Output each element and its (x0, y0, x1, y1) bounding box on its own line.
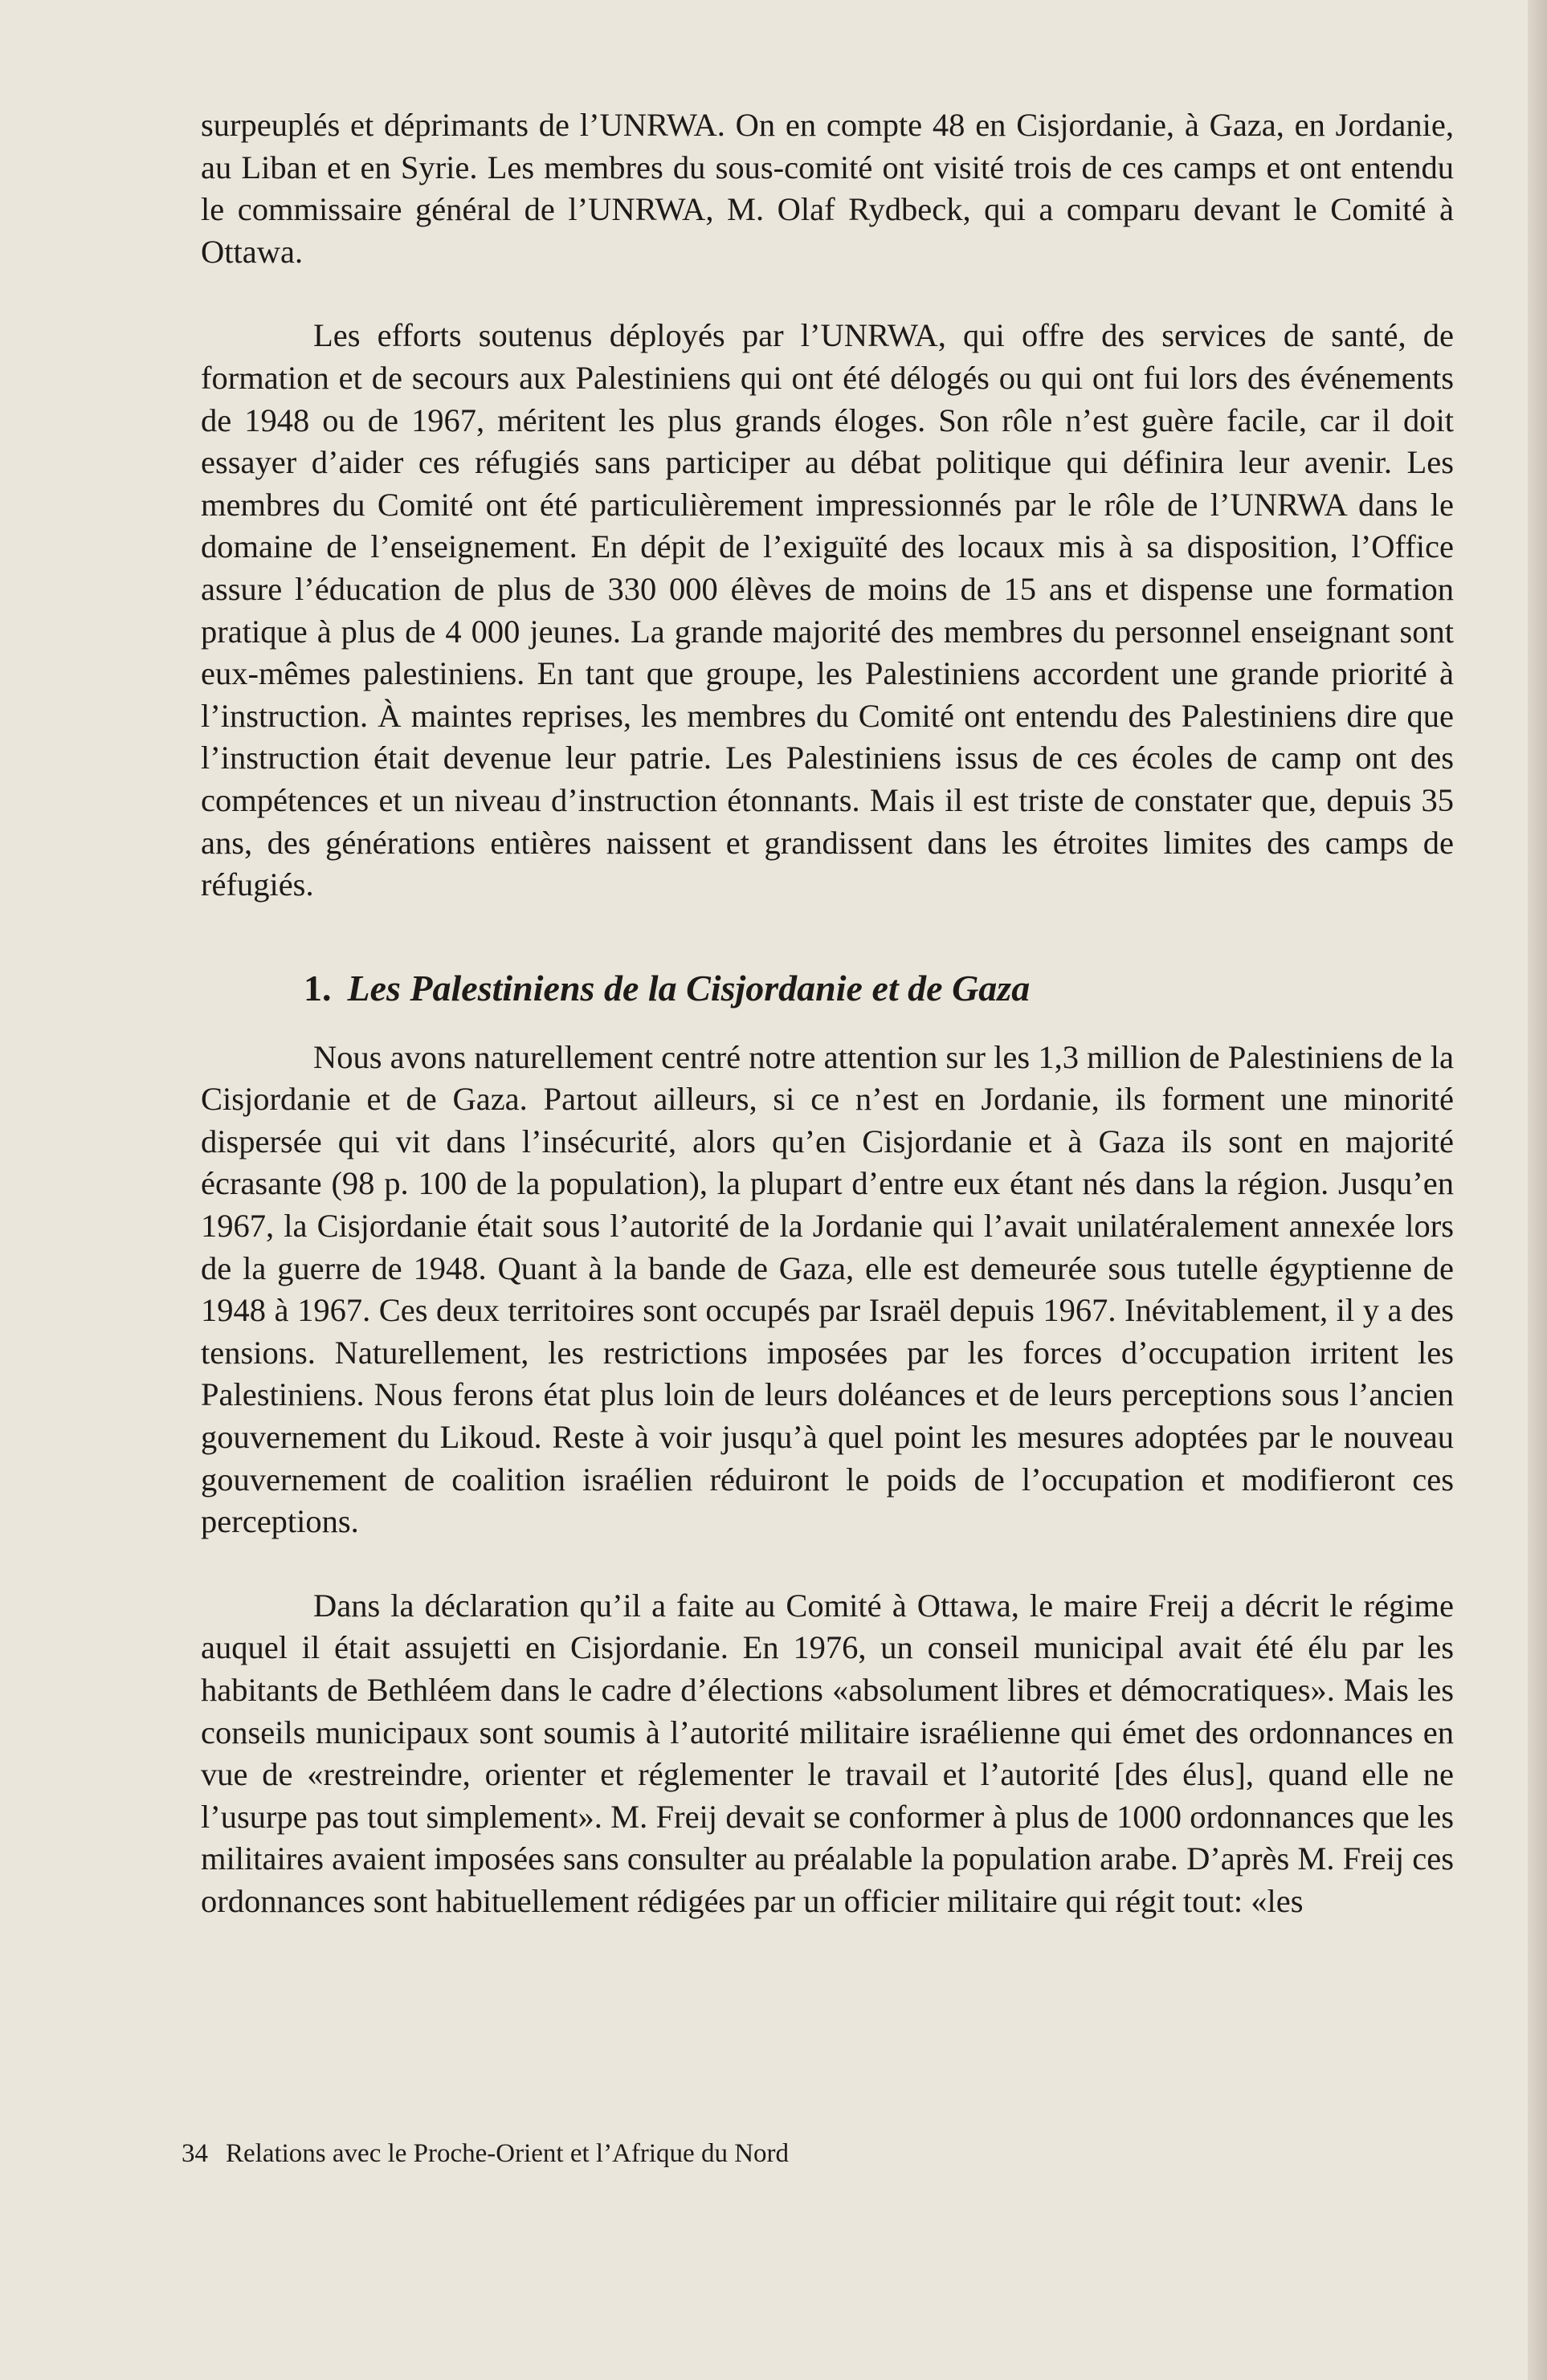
section-number: 1. (304, 967, 332, 1009)
paragraph-continued: surpeuplés et déprimants de l’UNRWA. On en compte 48 en Cisjordanie, à Gaza, en Jordanie, au Liban et en Syrie. Les membres du sous-comité ont visité trois de ces camps et ont entendu le commissaire général de l’UNRWA, M. Olaf Rydbeck, qui a comparu devant le Comité à Ottawa. (201, 107, 1454, 270)
paragraph-freij: Dans la déclaration qu’il a faite au Comité à Ottawa, le maire Freij a décrit le régime auquel il était assujetti en Cisjordanie. En 1976, un conseil municipal avait été élu par les habitants de Bethléem dans le cadre d’élections «absolument libres et démocratiques». Mais les conseils municipaux sont soumis à l’autorité militaire israélienne qui émet des ordonnances en vue de «restreindre, orienter et réglementer le travail et l’autorité [des élus], quand elle ne l’usurpe pas tout simplement». M. Freij devait se conformer à plus de 1000 ordonnances que les militaires avaient imposées sans consulter au préalable la population arabe. D’après M. Freij ces ordonnances sont habituellement rédigées par un officier militaire qui régit tout: «les (201, 1587, 1454, 1919)
page-edge (1528, 0, 1547, 2380)
body-text (201, 104, 1454, 1923)
page-number: 34 (182, 2139, 208, 2168)
section-title: Les Palestiniens de la Cisjordanie et de Gaza (347, 967, 1031, 1009)
paragraph-unrwa: Les efforts soutenus déployés par l’UNRWA, qui offre des services de santé, de formation et de secours aux Palestiniens qui ont été délogés ou qui ont fui lors des événements de 1948 ou de 1967, méritent les plus grands éloges. Son rôle n’est guère facile, car il doit essayer d’aider ces réfugiés sans participer au débat politique qui définira leur avenir. Les membres du Comité ont été particulièrement impressionnés par le rôle de l’UNRWA dans le domaine de l’enseignement. En dépit de l’exiguïté des locaux mis à sa disposition, l’Office assure l’éducation de plus de 330 000 élèves de moins de 15 ans et dispense une formation pratique à plus de 4 000 jeunes. La grande majorité des membres du personnel enseignant sont eux-mêmes palestiniens. En tant que groupe, les Palestiniens accordent une grande priorité à l’instruction. À maintes reprises, les membres du Comité ont entendu des Palestiniens dire que l’instruction était devenue leur patrie. Les Palestiniens issus de ces écoles de camp ont des compétences et un niveau d’instruction étonnants. Mais il est triste de constater que, depuis 35 ans, des générations entières naissent et grandissent dans les étroites limites des camps de réfugiés. (201, 317, 1454, 903)
section-heading (201, 963, 1454, 1014)
running-title: Relations avec le Proche-Orient et l’Afrique du Nord (226, 2139, 790, 2168)
paragraph-palestiniens: Nous avons naturellement centré notre attention sur les 1,3 million de Palestiniens de la Cisjordanie et de Gaza. Partout ailleurs, si ce n’est en Jordanie, ils forment une minorité dispersée qui vit dans l’insécurité, alors qu’en Cisjordanie et à Gaza ils sont en majorité écrasante (98 p. 100 de la population), la plupart d’entre eux étant nés dans la région. Jusqu’en 1967, la Cisjordanie était sous l’autorité de la Jordanie qui l’avait unilatéralement annexée lors de la guerre de 1948. Quant à la bande de Gaza, elle est demeurée sous tutelle égyptienne de 1948 à 1967. Ces deux territoires sont occupés par Israël depuis 1967. Inévitablement, il y a des tensions. Naturellement, les restrictions imposées par les forces d’occupation irritent les Palestiniens. Nous ferons état plus loin de leurs doléances et de leurs perceptions sous l’ancien gouvernement du Likoud. Reste à voir jusqu’à quel point les mesures adoptées par le nouveau gouvernement de coalition israélien réduiront le poids de l’occupation et modifieront ces perceptions. (201, 1038, 1454, 1540)
page-footer (182, 2136, 789, 2171)
